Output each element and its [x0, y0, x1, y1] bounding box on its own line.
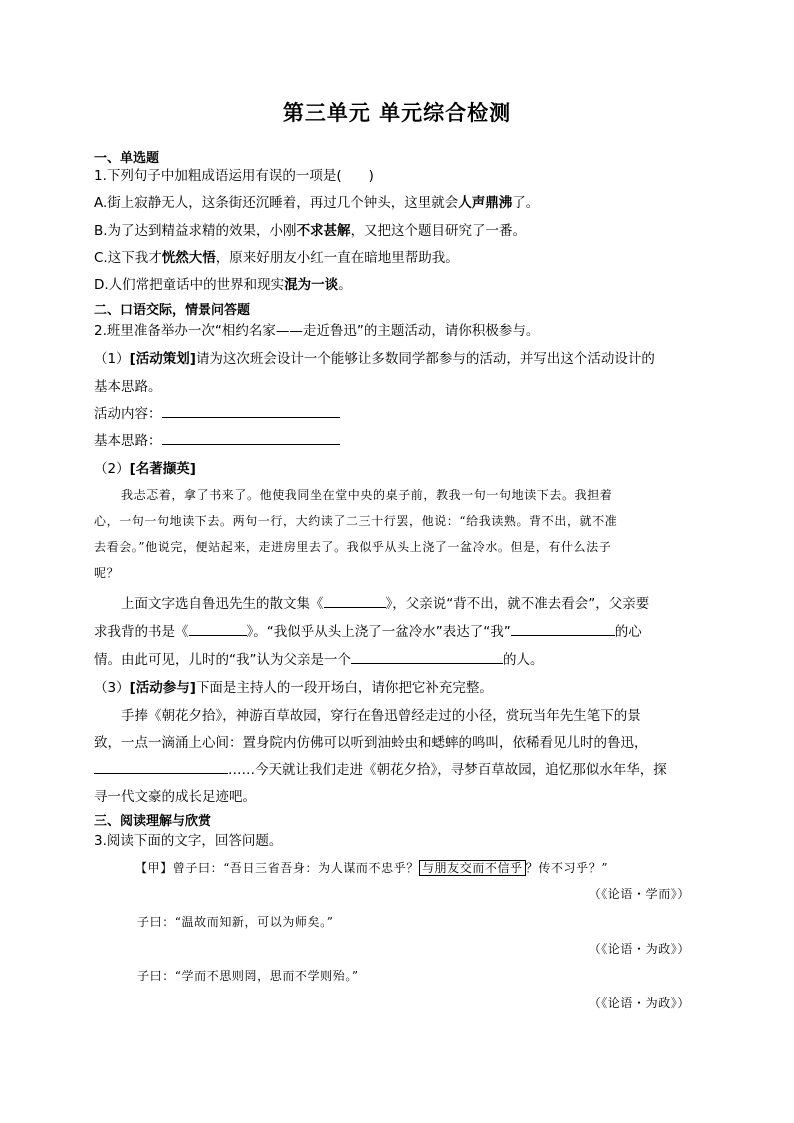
answer-text: 的人。 [503, 652, 544, 668]
activity-content-blank[interactable] [162, 405, 340, 418]
section-heading-single-choice: 一、单选题 [94, 151, 160, 166]
activity-content-field [94, 402, 340, 422]
q2-part3-text: 下面是主持人的一段开场白，请你把它补充完整。 [195, 680, 493, 696]
q2-part2-tag: [名著撷英] [129, 461, 196, 477]
opening-para-line2: 致，一点一滴涌上心间：置身院内仿佛可以听到油蛉虫和蟋蟀的鸣叫，依稀看见儿时的鲁迅， [94, 735, 648, 751]
boxed-sentence: 与朋友交而不信乎 [419, 860, 526, 876]
basic-idea-field [94, 429, 340, 449]
q2-part1-tag: [活动策划] [129, 351, 196, 367]
option-b-post: ，又把这个题目研究了一番。 [350, 223, 527, 239]
q2-part2-number: （2） [94, 461, 130, 477]
father-description-blank[interactable] [351, 651, 503, 664]
quote-line-1: 我忐忑着，拿了书来了。他使我同坐在堂中央的桌子前，教我一句一句地读下去。我担着 [121, 488, 613, 502]
page-title: 第三单元 单元综合检测 [282, 101, 512, 125]
passage-jia [135, 859, 608, 876]
option-d-post: 。 [338, 277, 352, 293]
option-b [94, 219, 526, 239]
source-2: （《论语・为政》） [588, 942, 690, 956]
passage-jia-pre: 【甲】曾子曰：“吾日三省吾身：为人谋而不忠乎？ [135, 861, 419, 875]
source-1: （《论语・学而》） [588, 887, 690, 901]
q2-part3-tag: [活动参与] [129, 680, 196, 696]
opening-para-line3 [94, 758, 667, 778]
answer-text: 求我背的书是《 [94, 624, 189, 640]
q2-part2-heading [94, 457, 196, 477]
option-d-idiom: 混为一谈 [284, 277, 339, 293]
answer-text: 情。由此可见，儿时的“我”认为父亲是一个 [94, 652, 351, 668]
q2-part2-answer-line2 [94, 620, 642, 640]
option-c [94, 246, 459, 266]
book-title-blank[interactable] [189, 623, 247, 636]
option-d-pre: D.人们常把童话中的世界和现实 [94, 277, 285, 293]
quote-line-4: 呢？ [94, 566, 120, 580]
option-a-post: 了。 [512, 195, 540, 211]
passage-line-3: 子曰：“学而不思则罔，思而不学则殆。” [137, 969, 359, 983]
option-c-idiom: 恍然大悟 [161, 250, 216, 266]
q2-part1-text: 请为这次班会设计一个能够让多数同学都参与的活动，并写出这个活动设计的 [195, 351, 655, 367]
q2-part3-number: （3） [94, 680, 130, 696]
q2-part1-number: （1） [94, 351, 130, 367]
essay-collection-blank[interactable] [324, 595, 386, 608]
section-heading-oral: 二、口语交际，情景问答题 [94, 303, 251, 318]
q2-part2-answer-line3 [94, 648, 544, 668]
option-a-pre: A.街上寂静无人，这条街还沉睡着，再过几个钟头，这里就会 [94, 195, 459, 211]
section-heading-reading: 三、阅读理解与欣赏 [94, 814, 212, 829]
quote-line-3: 去看会。”他说完，便站起来，走进房里去了。我似乎从头上浇了一盆冷水。但是，有什么法子 [94, 540, 612, 554]
q2-part1-line1 [94, 347, 655, 367]
source-3: （《论语・为政》） [588, 996, 690, 1010]
answer-text: 》，父亲说“背不出，就不准去看会”，父亲要 [385, 596, 650, 612]
answer-text: 》。“我似乎从头上浇了一盆冷水”表达了“我” [246, 624, 511, 640]
basic-idea-blank[interactable] [162, 432, 340, 445]
option-a [94, 191, 539, 211]
question-1-stem: 1.下列句子中加粗成语运用有误的一项是( ) [94, 168, 374, 184]
activity-content-label: 活动内容： [94, 406, 162, 422]
opening-text: ……今天就让我们走进《朝花夕拾》，寻梦百草故园，追忆那似水年华，探 [228, 762, 667, 778]
option-a-idiom: 人声鼎沸 [458, 195, 513, 211]
answer-text: 上面文字选自鲁迅先生的散文集《 [121, 596, 324, 612]
opening-para-line4: 寻一代文豪的成长足迹吧。 [94, 789, 256, 805]
option-b-pre: B.为了达到精益求精的效果，小刚 [94, 223, 297, 239]
quote-line-2: 心，一句一句地读下去。两句一行，大约读了二三十行罢，他说：“给我读熟。背不出，就不准 [94, 514, 618, 528]
option-d [94, 273, 352, 293]
basic-idea-label: 基本思路： [94, 433, 162, 449]
answer-text: 的心 [614, 624, 642, 640]
question-2-stem: 2.班里准备举办一次“相约名家——走近鲁迅”的主题活动，请你积极参与。 [94, 323, 540, 339]
option-b-idiom: 不求甚解 [296, 223, 351, 239]
option-c-pre: C.这下我才 [94, 250, 162, 266]
q2-part1-line2: 基本思路。 [94, 379, 162, 395]
feeling-blank[interactable] [511, 623, 615, 636]
passage-line-2: 子曰：“温故而知新，可以为师矣。” [137, 915, 334, 929]
opening-para-line1: 手捧《朝花夕拾》，神游百草故园，穿行在鲁迅曾经走过的小径，赏玩当年先生笔下的景 [121, 708, 641, 724]
passage-jia-post: ？传不习乎？” [525, 861, 609, 875]
q2-part2-answer-line1 [121, 592, 649, 612]
option-c-post: ，原来好朋友小红一直在暗地里帮助我。 [215, 250, 459, 266]
q2-part3-line1 [94, 676, 493, 696]
opening-blank[interactable] [94, 761, 228, 774]
question-3-stem: 3.阅读下面的文字，回答问题。 [94, 833, 283, 849]
